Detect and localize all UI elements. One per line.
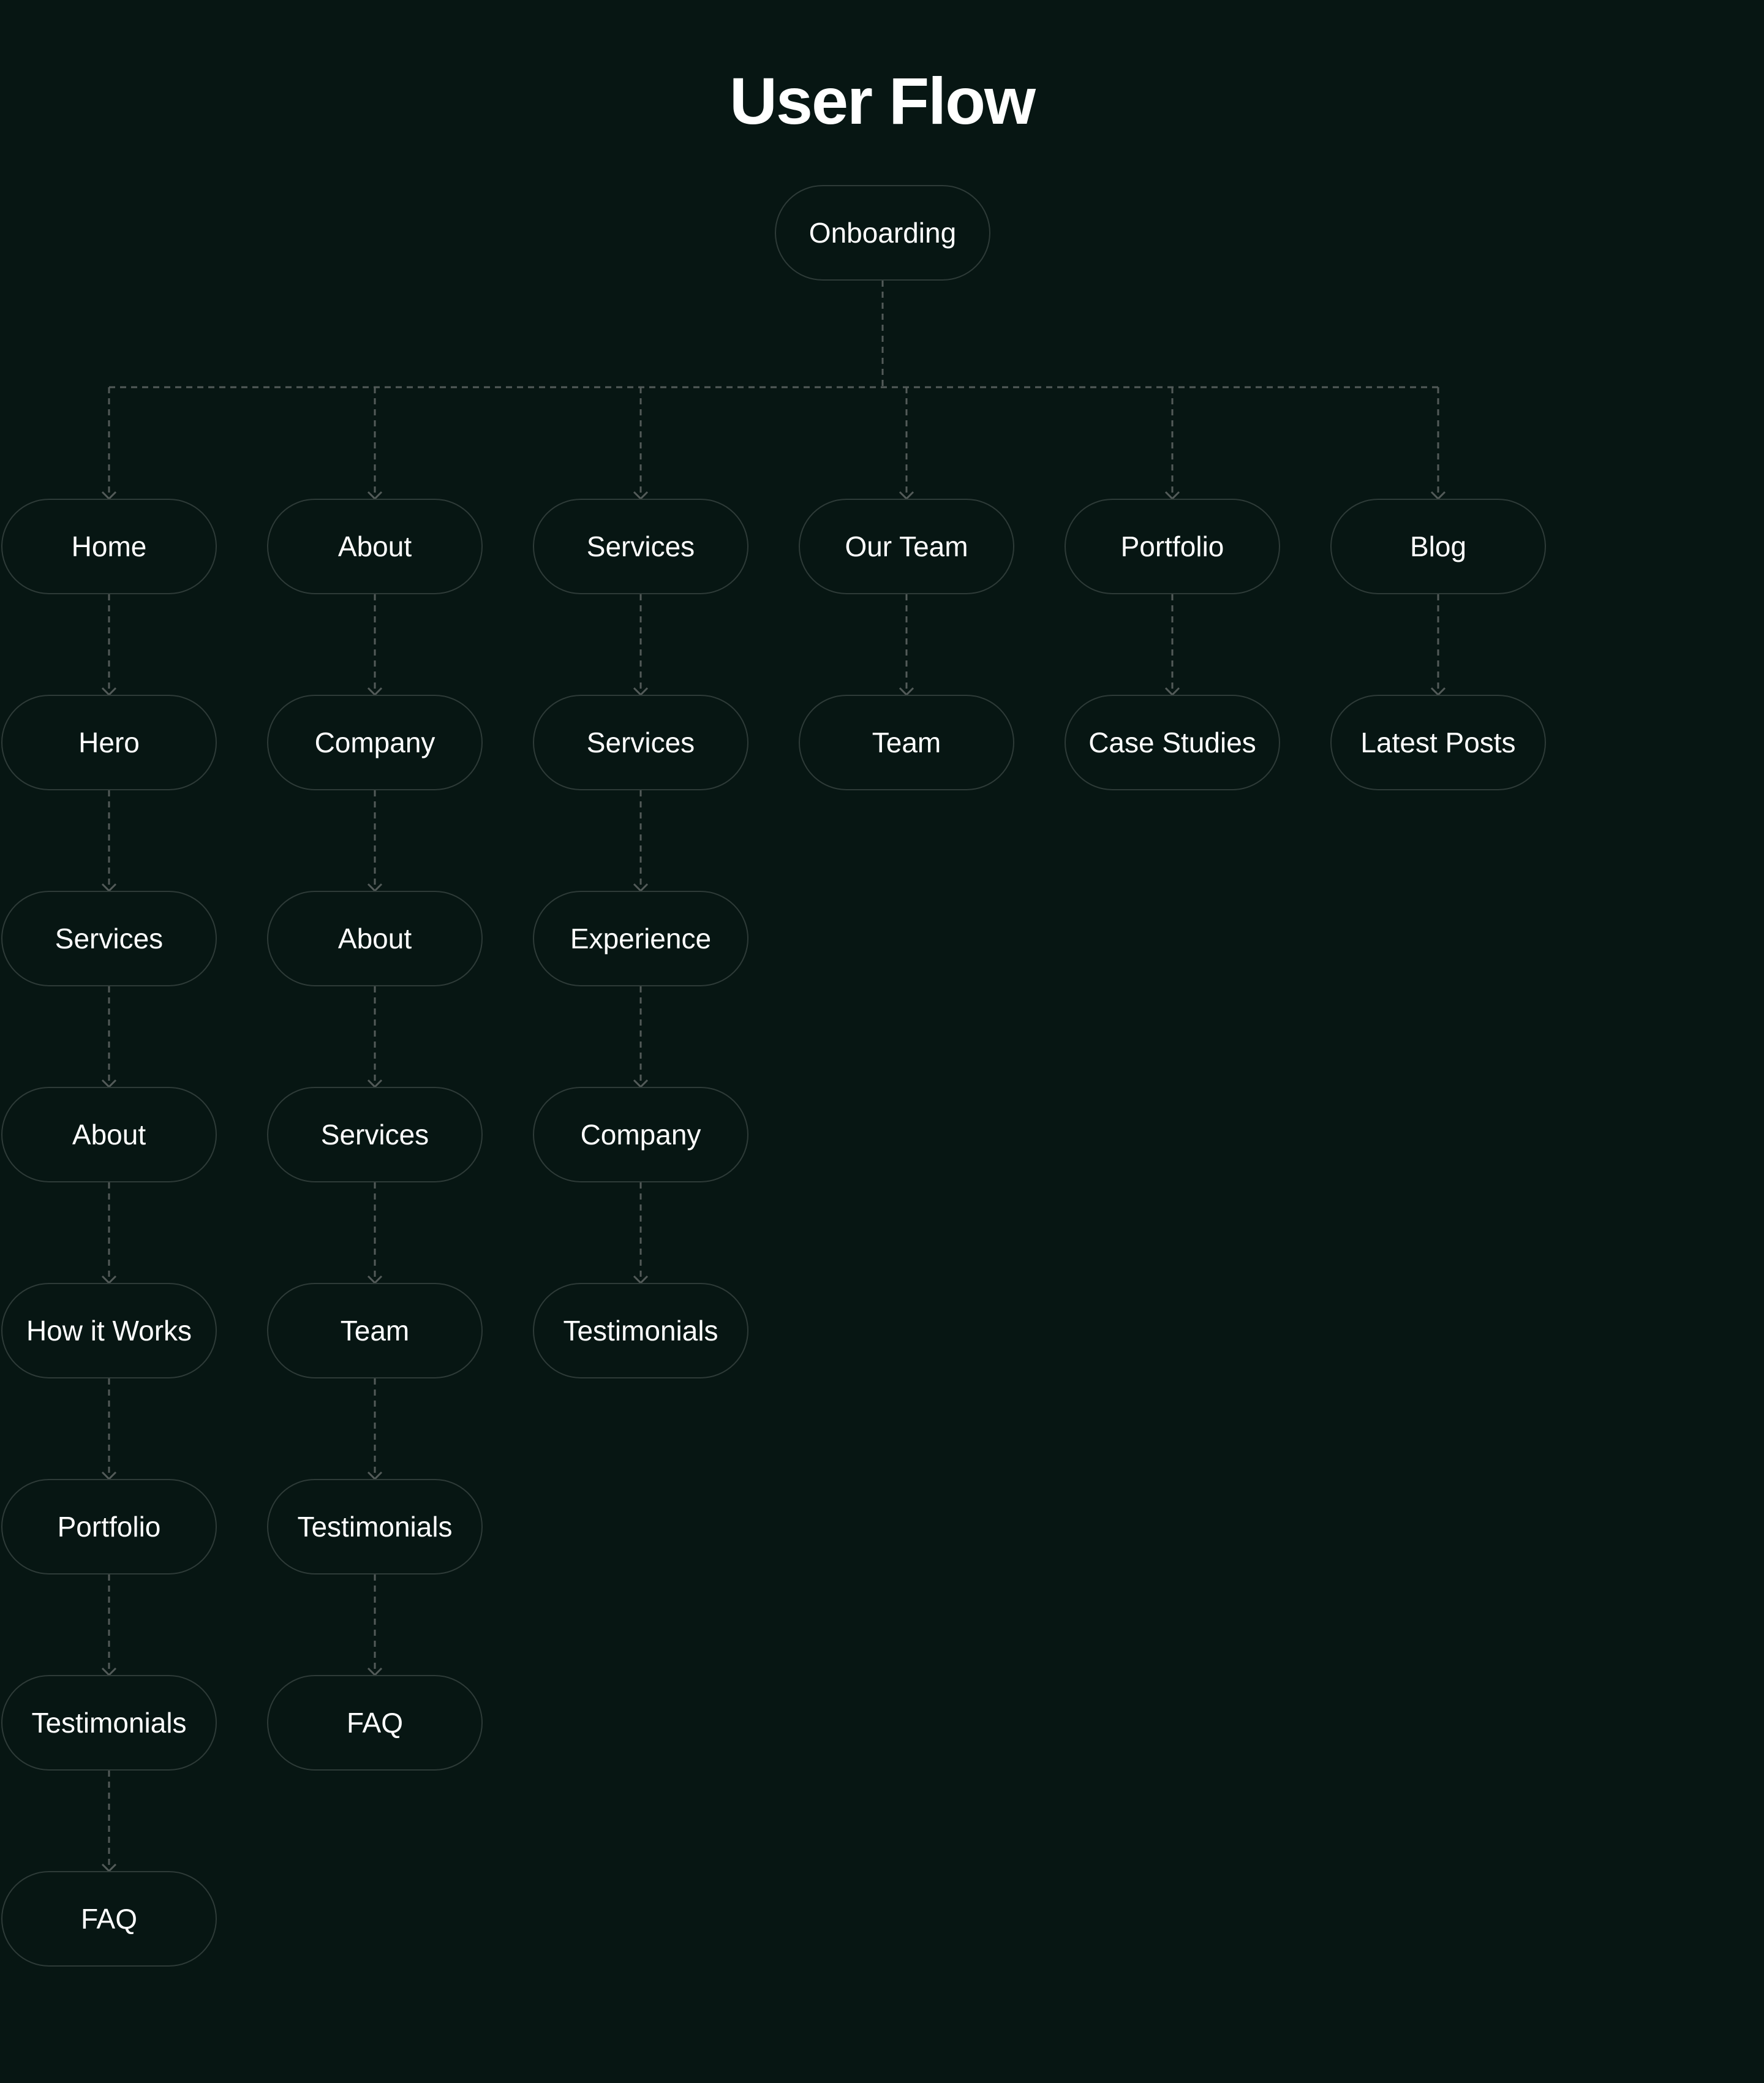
flow-node-services[interactable]: Services [267,1087,483,1182]
flow-node-services[interactable]: Services [533,695,748,790]
arrow-head [368,1668,382,1675]
arrow-head [102,1668,116,1675]
flow-node-services[interactable]: Services [533,499,748,594]
arrow-head [900,492,913,499]
flow-node-testimonials[interactable]: Testimonials [533,1283,748,1378]
flow-node-faq[interactable]: FAQ [1,1871,217,1967]
arrow-head [102,688,116,695]
flow-node-team[interactable]: Team [267,1283,483,1378]
flow-node-portfolio[interactable]: Portfolio [1065,499,1280,594]
arrow-head [1431,688,1445,695]
flow-node-case-studies[interactable]: Case Studies [1065,695,1280,790]
flow-node-company[interactable]: Company [267,695,483,790]
flow-node-how-it-works[interactable]: How it Works [1,1283,217,1378]
flow-node-testimonials[interactable]: Testimonials [1,1675,217,1771]
flow-node-onboarding[interactable]: Onboarding [775,185,990,281]
flow-node-experience[interactable]: Experience [533,891,748,986]
arrow-head [102,1472,116,1479]
flow-node-blog[interactable]: Blog [1330,499,1546,594]
arrow-head [634,492,647,499]
arrow-head [900,688,913,695]
flow-node-company[interactable]: Company [533,1087,748,1182]
arrow-head [368,1276,382,1283]
arrow-head [368,1080,382,1087]
flow-node-about[interactable]: About [267,891,483,986]
flow-node-testimonials[interactable]: Testimonials [267,1479,483,1575]
arrow-head [102,492,116,499]
arrow-head [1166,492,1179,499]
flow-node-faq[interactable]: FAQ [267,1675,483,1771]
arrow-head [102,884,116,891]
arrow-head [634,688,647,695]
arrow-head [634,1080,647,1087]
arrow-head [368,688,382,695]
page-title: User Flow [729,64,1035,138]
flow-node-our-team[interactable]: Our Team [799,499,1014,594]
arrow-head [102,1864,116,1871]
arrow-head [1431,492,1445,499]
flow-node-team[interactable]: Team [799,695,1014,790]
flow-node-about[interactable]: About [1,1087,217,1182]
flow-node-services[interactable]: Services [1,891,217,986]
arrow-head [1166,688,1179,695]
arrow-head [102,1276,116,1283]
arrow-head [634,884,647,891]
flow-node-latest-posts[interactable]: Latest Posts [1330,695,1546,790]
arrow-head [368,492,382,499]
arrow-head [368,1472,382,1479]
flow-node-about[interactable]: About [267,499,483,594]
flow-node-portfolio[interactable]: Portfolio [1,1479,217,1575]
flow-node-home[interactable]: Home [1,499,217,594]
arrow-head [634,1276,647,1283]
arrow-head [102,1080,116,1087]
arrow-head [368,884,382,891]
flow-node-hero[interactable]: Hero [1,695,217,790]
